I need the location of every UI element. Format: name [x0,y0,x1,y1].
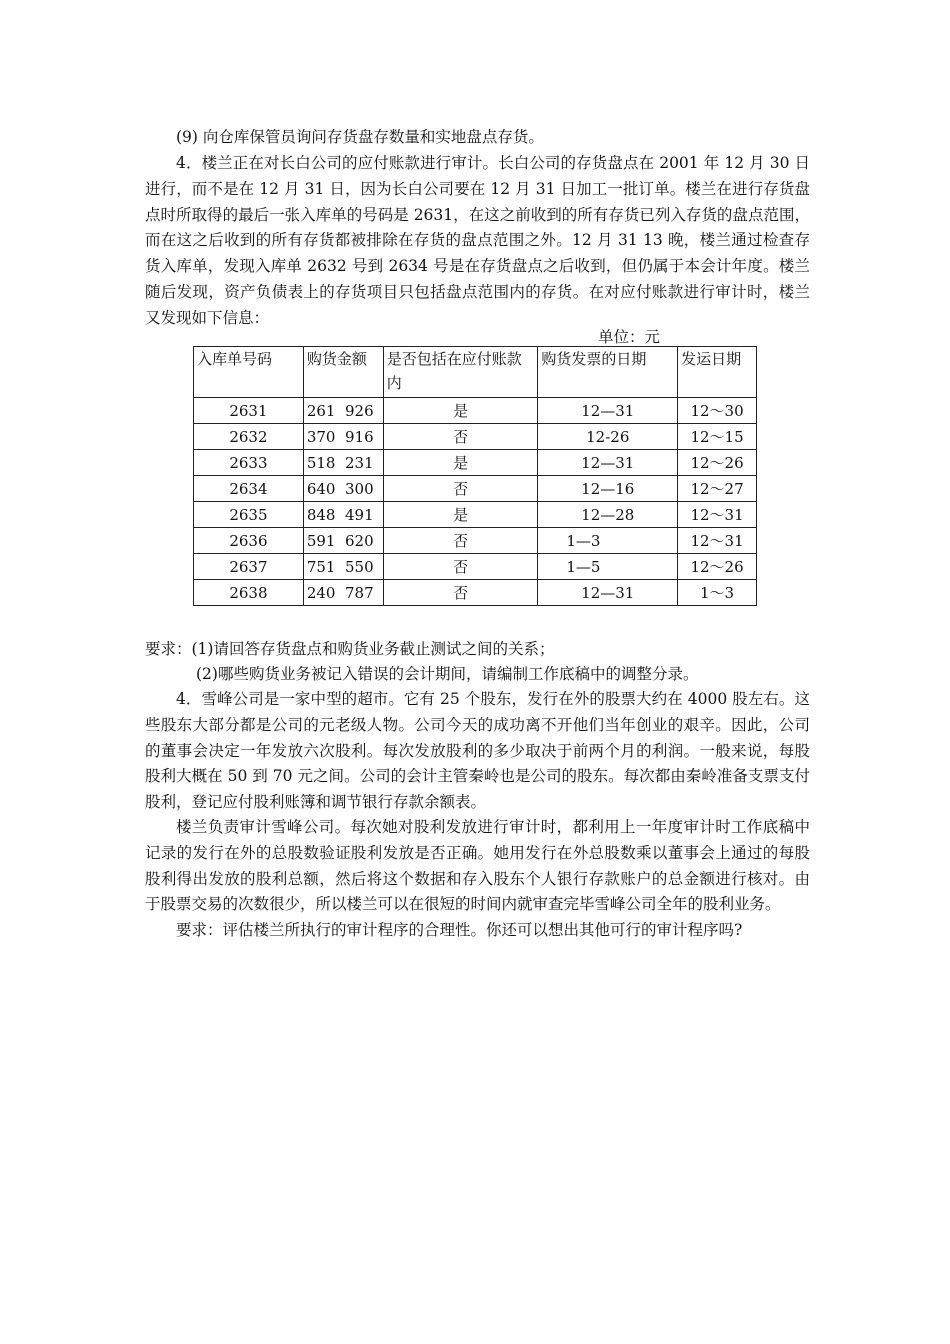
cell-invoice-date: 1—5 [538,554,678,580]
cell-receipt-number: 2634 [194,476,304,502]
table-row [194,528,757,554]
cell-purchase-amount: 518 231 [303,450,383,476]
cell-included: 否 [383,554,538,580]
cell-receipt-number: 2631 [194,398,304,424]
cell-purchase-amount: 240 787 [303,580,383,606]
question-4-changbai-paragraph: 4．楼兰正在对长白公司的应付账款进行审计。长白公司的存货盘点在 2001 年 12 月 30 日进行，而不是在 12 月 31 日，因为长白公司要在 12 月 31 日加工一批订单。楼兰在进行存货盘点时所取得的最后一张入库单的号码是 2631，在这之前收到的所有存货已列入存货的盘点范围，而在这之后收到的所有存货都被排除在存货的盘点范围之外。12 月 31 13 晚，楼兰通过检查存货入库单，发现入库单 2632 号到 2634 号是在存货盘点之后收到，但仍属于本会计年度。楼兰随后发现，资产负债表上的存货项目只包括盘点范围内的存货。在对应付账款进行审计时，楼兰又发现如下信息： [145,154,810,327]
cell-shipping-date: 12～31 [678,502,757,528]
cell-included: 是 [383,450,538,476]
table-row [194,502,757,528]
cell-shipping-date: 12～15 [678,424,757,450]
cell-purchase-amount: 261 926 [303,398,383,424]
cell-invoice-date: 1—3 [538,528,678,554]
cell-invoice-date: 12—31 [538,450,678,476]
cell-included: 是 [383,398,538,424]
header-invoice-date: 购货发票的日期 [538,347,678,398]
cell-receipt-number: 2635 [194,502,304,528]
cell-invoice-date: 12—31 [538,398,678,424]
cell-purchase-amount: 640 300 [303,476,383,502]
cell-receipt-number: 2637 [194,554,304,580]
cell-included: 否 [383,580,538,606]
cell-purchase-amount: 591 620 [303,528,383,554]
table-row [194,580,757,606]
table-row [194,554,757,580]
table-header-row [194,347,757,398]
header-shipping-date: 发运日期 [678,347,757,398]
item-9-paragraph: (9) 向仓库保管员询问存货盘存数量和实地盘点存货。 [176,128,544,146]
cell-purchase-amount: 751 550 [303,554,383,580]
cell-shipping-date: 1～3 [678,580,757,606]
cell-shipping-date: 12～26 [678,450,757,476]
loulan-audit-paragraph: 楼兰负责审计雪峰公司。每次她对股利发放进行审计时，都利用上一年度审计时工作底稿中记录的发行在外的总股数验证股利发放是否正确。她用发行在外总股数乘以董事会上通过的每股股利得出发放的股利总额，然后将这个数据和存入股东个人银行存款账户的总金额进行核对。由于股票交易的次数很少，所以楼兰可以在很短的时间内就审查完毕雪峰公司全年的股利业务。 [145,818,810,914]
cell-receipt-number: 2632 [194,424,304,450]
table-row [194,424,757,450]
cell-invoice-date: 12—16 [538,476,678,502]
table-row [194,476,757,502]
cell-included: 否 [383,476,538,502]
cell-shipping-date: 12～30 [678,398,757,424]
cell-included: 否 [383,528,538,554]
cell-shipping-date: 12～31 [678,528,757,554]
cell-shipping-date: 12～27 [678,476,757,502]
cell-purchase-amount: 848 491 [303,502,383,528]
cell-included: 否 [383,424,538,450]
requirement-1: 要求：(1)请回答存货盘点和购货业务截止测试之间的关系； [145,640,555,658]
table-row [194,450,757,476]
header-receipt-number: 入库单号码 [194,347,304,398]
header-purchase-amount: 购货金额 [303,347,383,398]
cell-invoice-date: 12—31 [538,580,678,606]
cell-purchase-amount: 370 916 [303,424,383,450]
cell-receipt-number: 2638 [194,580,304,606]
cell-invoice-date: 12-26 [538,424,678,450]
requirement-2: (2)哪些购货业务被记入错误的会计期间，请编制工作底稿中的调整分录。 [196,665,699,683]
cell-shipping-date: 12～26 [678,554,757,580]
cell-included: 是 [383,502,538,528]
unit-label: 单位：元 [598,328,661,346]
question-4-xuefeng-paragraph: 4．雪峰公司是一家中型的超市。它有 25 个股东，发行在外的股票大约在 4000 股左右。这些股东大部分都是公司的元老级人物。公司今天的成功离不开他们当年创业的艰辛。因此，公司的董事会决定一年发放六次股利。每次发放股利的多少取决于前两个月的利润。一般来说，每股股利大概在 50 到 70 元之间。公司的会计主管秦岭也是公司的股东。每次都由秦岭准备支票支付股利，登记应付股利账簿和调节银行存款余额表。 [145,690,810,812]
table-row [194,398,757,424]
cell-receipt-number: 2633 [194,450,304,476]
receiving-report-table [193,346,757,606]
header-included-in-payables: 是否包括在应付账款内 [383,347,538,398]
cell-receipt-number: 2636 [194,528,304,554]
cell-invoice-date: 12—28 [538,502,678,528]
final-requirement: 要求：评估楼兰所执行的审计程序的合理性。你还可以想出其他可行的审计程序吗? [176,921,743,939]
